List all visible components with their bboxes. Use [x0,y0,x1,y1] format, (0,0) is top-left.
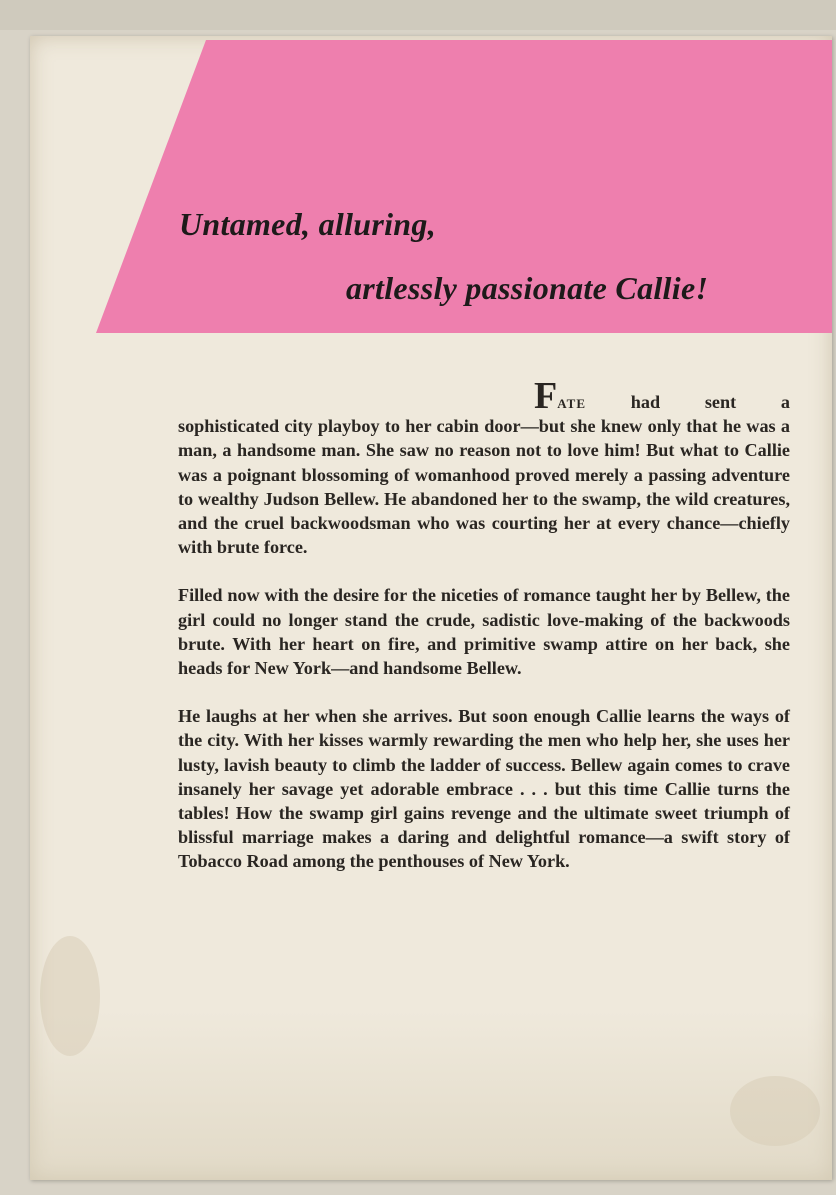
book-back-cover [30,36,832,1180]
blurb-paragraph-1-text: sophisticated city playboy to her cabin door—but she knew only that he was a man, a handsome man. She saw no reason not to love him! But what to Callie was a poignant blossoming of womanhood proved merely a passing adventure to wealthy Judson Bellew. He abandoned her to the swamp, the wild creatures, and the cruel backwoodsman who was courting her at every chance—chiefly with brute force. [178,416,790,558]
tagline-line-1: Untamed, alluring, [179,206,437,242]
paper-stain [40,936,100,1056]
blurb-paragraph-1 [178,375,790,559]
blurb-lead-line [178,375,790,417]
blurb-paragraph-3: He laughs at her when she arrives. But soon enough Callie learns the ways of the city. With her kisses warmly rewarding the men who help her, she uses her lusty, lavish beauty to climb the ladder of success. Bellew again comes to crave insanely her savage yet adorable embrace . . . but this time Callie turns the tables! How the swamp girl gains revenge and the ultimate sweet triumph of blissful marriage makes a daring and delightful romance—a swift story of Tobacco Road among the penthouses of New York. [178,706,790,872]
lead-rest: had sent a [585,392,790,412]
blurb-paragraph-2: Filled now with the desire for the niceties of romance taught her by Bellew, the girl could no longer stand the crude, sadistic love-making of the backwoods brute. With her heart on fire, and primitive swamp attire on her back, she heads for New York—and handsome Bellew. [178,585,790,679]
background-surface [0,0,836,30]
blurb-text [178,375,790,898]
tagline [30,40,832,333]
tagline-line-2: artlessly passionate Callie! [346,270,709,306]
paper-stain [730,1076,820,1146]
drop-cap: F [534,375,558,417]
lead-smallcaps: ate [557,392,586,412]
